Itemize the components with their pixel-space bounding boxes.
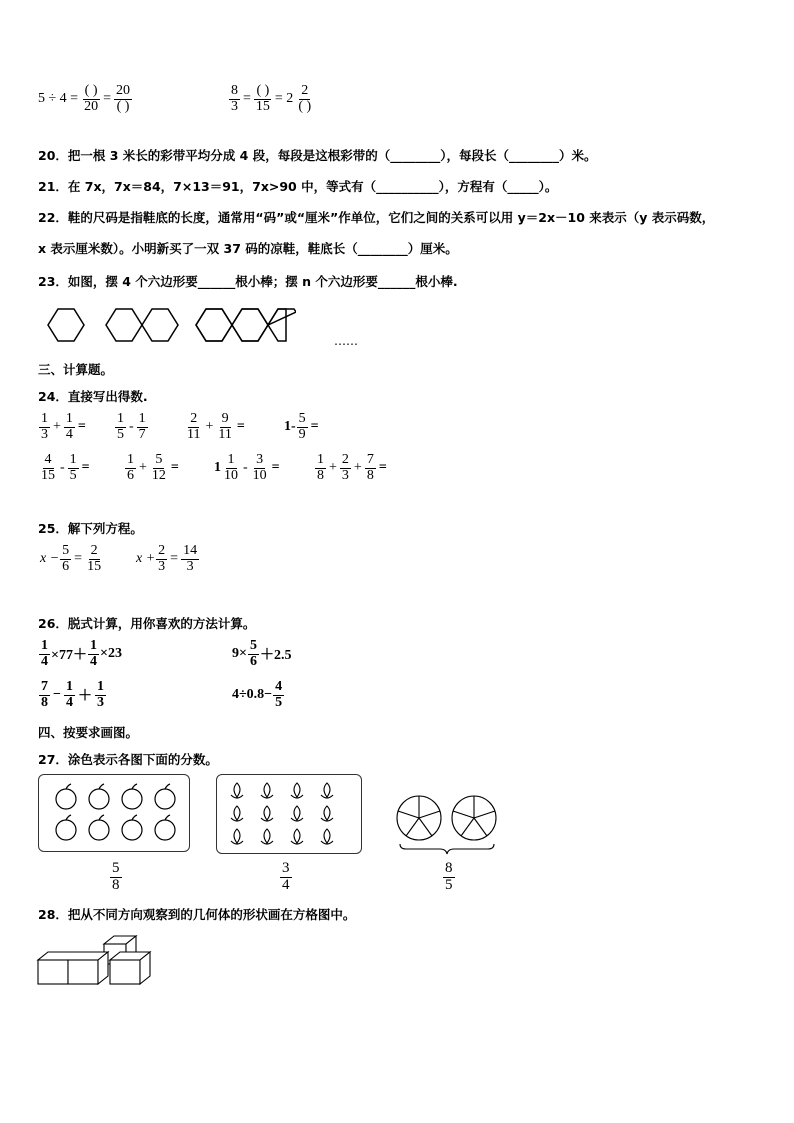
hexagon-group-3 [194, 303, 294, 347]
question-27: 27．涂色表示各图下面的分数。 [38, 752, 218, 767]
peach-icon [321, 783, 333, 798]
question-20: 20．把一根 3 米长的彩带平均分成 4 段，每段是这根彩带的（________），每段长（________）米。 [38, 148, 597, 163]
equation-1: x − $\frac{5}{6}$ = $\frac{2}{15}$ [40, 543, 102, 574]
apple-icon [122, 815, 142, 840]
peach-icon [261, 783, 273, 798]
peach-box [216, 774, 362, 854]
peach-icon [261, 806, 273, 821]
question-28: 28．把从不同方向观察到的几何体的形状画在方格图中。 [38, 907, 356, 922]
peach-grid [217, 775, 361, 853]
calc-item-7: 1 $\frac{1}{10}$ - $\frac{3}{10}$ = [214, 452, 280, 483]
hexagon [106, 309, 142, 341]
circle-icon [397, 796, 441, 840]
question-21: 21．在 7x，7x＝84，7×13＝91，7x>90 中，等式有（__________），方程有（_____）。 [38, 179, 558, 194]
apple-icon [89, 815, 109, 840]
expression-3: $\frac{7}{8}$ − $\frac{1}{4}$ ＋ $\frac{1}{3}$ [41, 679, 104, 710]
section-3-title: 三、计算题。 [38, 362, 114, 377]
cube-figure [36, 932, 156, 988]
fraction-label-1: $\frac{5}{8}$ [112, 860, 120, 893]
peach-icon [291, 829, 303, 844]
apple-icon [155, 784, 175, 809]
fraction: $\frac{( )}{15}$ [255, 83, 270, 114]
apple-icon [89, 784, 109, 809]
peach-icon [291, 783, 303, 798]
peach-icon [321, 829, 333, 844]
calc-item-4: 1- $\frac{5}{9}$ = [284, 411, 319, 442]
peach-icon [321, 806, 333, 821]
peach-icon [231, 783, 243, 798]
expression-4: 4÷0.8− $\frac{4}{5}$ [232, 679, 283, 710]
calc-item-6: $\frac{1}{6}$ + $\frac{5}{12}$ = [127, 452, 179, 483]
apple-icon [155, 815, 175, 840]
equation-2: x + $\frac{2}{3}$ = $\frac{14}{3}$ [136, 543, 198, 574]
question-25: 25．解下列方程。 [38, 521, 143, 536]
expression-1: $\frac{1}{4}$ ×77＋ $\frac{1}{4}$ ×23 [41, 638, 122, 669]
apple-icon [56, 784, 76, 809]
question-24: 24．直接写出得数. [38, 389, 148, 404]
calc-item-1: $\frac{1}{3}$ + $\frac{1}{4}$ = [41, 411, 86, 442]
calc-item-5: $\frac{4}{15}$ - $\frac{1}{5}$ = [41, 452, 90, 483]
question-22-line1: 22．鞋的尺码是指鞋底的长度，通常用“码”或“厘米”作单位，它们之间的关系可以用 y＝2x－10 来表示（y 表示码数， [38, 210, 715, 225]
top-equation-1: 5 ÷ 4 = $\frac{( )}{20}$ = $\frac{20}{( )}$ [38, 83, 130, 114]
peach-icon [261, 829, 273, 844]
fraction: $\frac{( )}{20}$ [84, 83, 99, 114]
circle-icon [452, 796, 496, 840]
fraction-label-3: $\frac{8}{5}$ [445, 860, 453, 893]
hexagon [142, 309, 178, 341]
continuation-dots: …… [334, 334, 358, 348]
question-26: 26．脱式计算，用你喜欢的方法计算。 [38, 616, 256, 631]
peach-icon [291, 806, 303, 821]
expression-2: 9× $\frac{5}{6}$ ＋2.5 [232, 638, 292, 669]
peach-icon [231, 829, 243, 844]
fraction-label-2: $\frac{3}{4}$ [282, 860, 290, 893]
section-4-title: 四、按要求画图。 [38, 725, 139, 740]
question-23: 23．如图，摆 4 个六边形要______根小棒；摆 n 个六边形要______根小棒. [38, 274, 458, 289]
fraction: $\frac{2}{( )}$ [298, 83, 312, 114]
calc-item-8: $\frac{1}{8}$ + $\frac{2}{3}$ + $\frac{7}{8}$ = [317, 452, 387, 483]
apple-box [38, 774, 190, 852]
apple-grid [39, 775, 189, 851]
apple-icon [122, 784, 142, 809]
apple-icon [56, 815, 76, 840]
fraction: $\frac{8}{3}$ [231, 83, 238, 114]
top-equation-2: $\frac{8}{3}$ = $\frac{( )}{15}$ = 2 $\frac{2}{( )}$ [231, 83, 312, 114]
equation-text: 5 ÷ 4 = [38, 91, 79, 107]
fraction: $\frac{20}{( )}$ [116, 83, 130, 114]
brace [400, 844, 494, 854]
peach-icon [231, 806, 243, 821]
hexagon [48, 309, 84, 341]
calc-item-3: $\frac{2}{11}$ + $\frac{9}{11}$ = [187, 411, 245, 442]
question-22-line2: x 表示厘米数）。小明新买了一双 37 码的凉鞋，鞋底长（________）厘米。 [38, 241, 458, 256]
calc-item-2: $\frac{1}{5}$ - $\frac{1}{7}$ [117, 411, 146, 442]
circles-figure [392, 790, 502, 856]
